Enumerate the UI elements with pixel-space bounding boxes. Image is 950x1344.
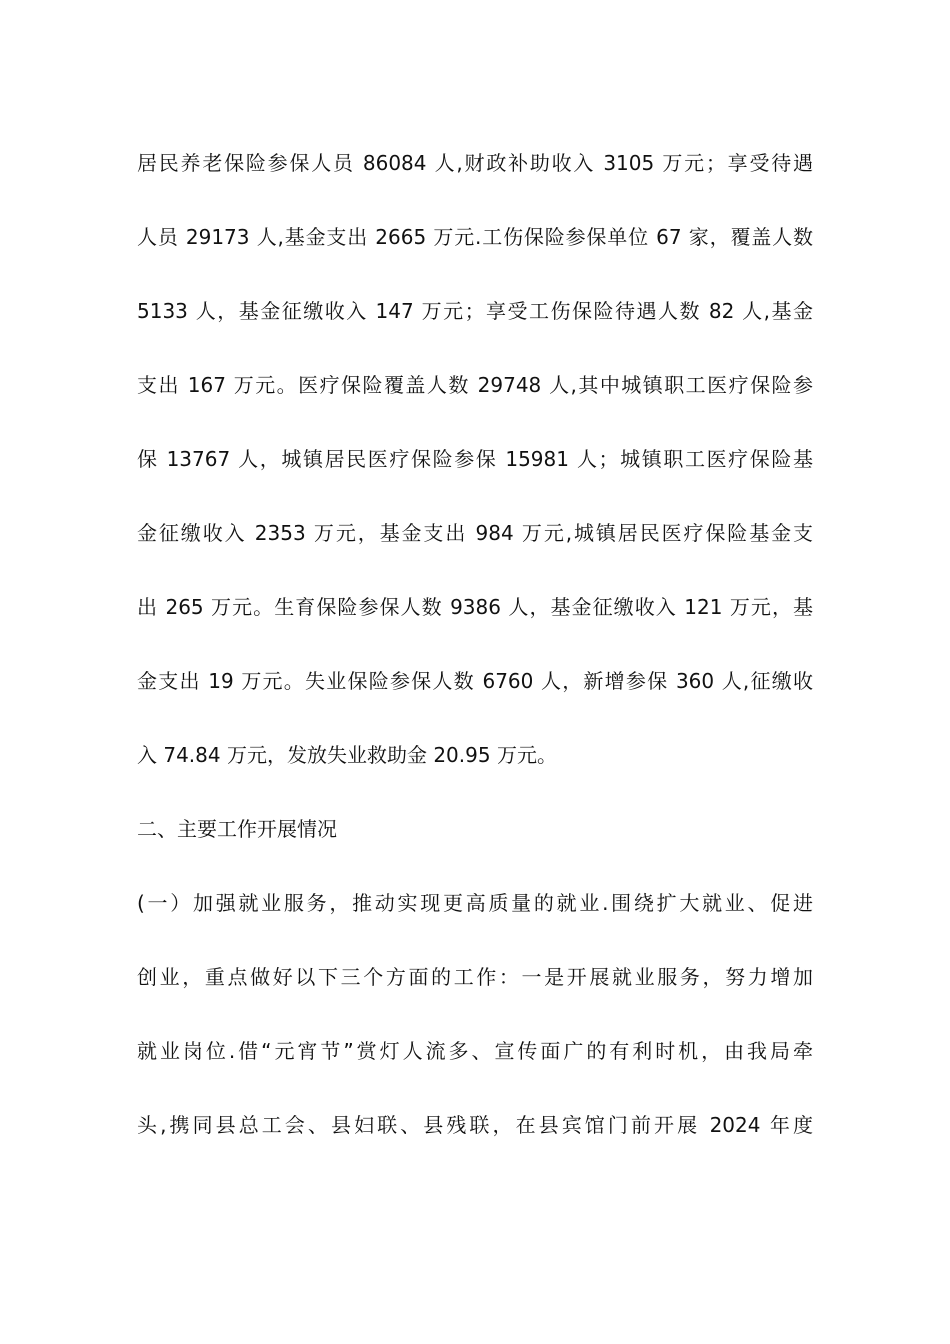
text-line: 金支出 19 万元。失业保险参保人数 6760 人，新增参保 360 人,征缴收 [137,669,813,693]
text-line: 创业，重点做好以下三个方面的工作：一是开展就业服务，努力增加 [137,965,813,989]
text-line: 保 13767 人，城镇居民医疗保险参保 15981 人；城镇职工医疗保险基 [137,447,813,471]
text-line: (一）加强就业服务，推动实现更高质量的就业.围绕扩大就业、促进 [137,891,813,915]
text-line: 出 265 万元。生育保险参保人数 9386 人，基金征缴收入 121 万元，基 [137,595,813,619]
text-line: 就业岗位.借“元宵节”赏灯人流多、宣传面广的有利时机，由我局牵 [137,1039,813,1063]
text-line: 金征缴收入 2353 万元，基金支出 984 万元,城镇居民医疗保险基金支 [137,521,813,545]
text-line: 支出 167 万元。医疗保险覆盖人数 29748 人,其中城镇职工医疗保险参 [137,373,813,397]
text-line: 头,携同县总工会、县妇联、县残联，在县宾馆门前开展 2024 年度 [137,1113,813,1137]
section-heading: 二、主要工作开展情况 [137,817,337,841]
text-line: 5133 人，基金征缴收入 147 万元；享受工伤保险待遇人数 82 人,基金 [137,299,813,323]
text-line: 居民养老保险参保人员 86084 人,财政补助收入 3105 万元；享受待遇 [137,151,813,175]
text-line: 入 74.84 万元，发放失业救助金 20.95 万元。 [137,743,557,767]
text-line: 人员 29173 人,基金支出 2665 万元.工伤保险参保单位 67 家，覆盖人数 [137,225,813,249]
document-body [137,140,813,1176]
